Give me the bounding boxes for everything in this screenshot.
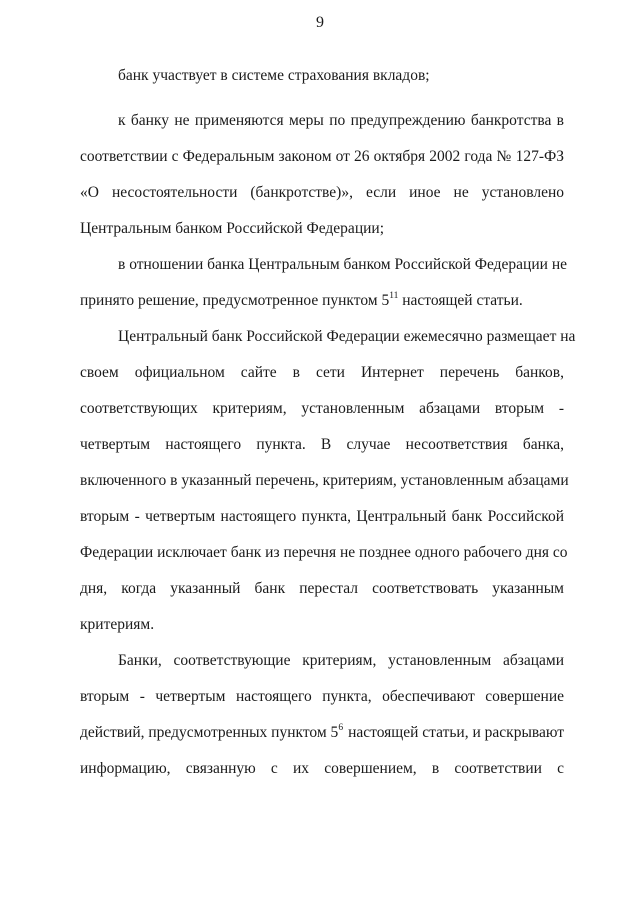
text-line: «О несостоятельности (банкротстве)», если иное не установлено — [80, 184, 564, 201]
text-line: в отношении банка Центральным банком Российской Федерации не — [118, 256, 567, 273]
text-line: информацию, связанную с их совершением, в соответствии с — [80, 760, 564, 777]
text-line: вторым - четвертым настоящего пункта, Центральный банк Российской — [80, 508, 564, 525]
text-line: своем официальном сайте в сети Интернет перечень банков, — [80, 364, 564, 381]
text-line: включенного в указанный перечень, критериям, установленным абзацами — [80, 472, 569, 489]
text-line: Центральным банком Российской Федерации; — [80, 220, 385, 237]
text-line: соответствующих критериям, установленным абзацами вторым - — [80, 400, 564, 417]
text-segment: принято решение, предусмотренное пунктом 5 — [80, 292, 390, 309]
text-line: банк участвует в системе страхования вкладов; — [118, 67, 430, 84]
text-line: Федерации исключает банк из перечня не позднее одного рабочего дня со — [80, 544, 568, 561]
page-number: 9 — [316, 14, 324, 31]
text-line: вторым - четвертым настоящего пункта, обеспечивают совершение — [80, 688, 564, 705]
text-line — [80, 291, 564, 311]
text-line: критериям. — [80, 616, 155, 633]
text-segment: действий, предусмотренных пунктом $5^6$ — [80, 723, 344, 741]
text-line: Банки, соответствующие критериям, установленным абзацами — [118, 652, 564, 669]
text-line: дня, когда указанный банк перестал соответствовать указанным — [80, 580, 564, 597]
text-line: к банку не применяются меры по предупреждению банкротства в — [118, 112, 564, 129]
text-line: четвертым настоящего пункта. В случае несоответствия банка, — [80, 436, 564, 453]
text-line: соответствии с Федеральным законом от 26 октября 2002 года № 127-ФЗ — [80, 148, 564, 165]
text-line — [80, 723, 564, 743]
superscript: 6 — [338, 723, 344, 733]
text-segment: настоящей статьи, и раскрывают — [348, 724, 564, 741]
text-line: Центральный банк Российской Федерации ежемесячно размещает на — [118, 328, 576, 345]
text-segment: настоящей статьи. — [398, 292, 523, 309]
superscript: 11 — [389, 291, 399, 301]
